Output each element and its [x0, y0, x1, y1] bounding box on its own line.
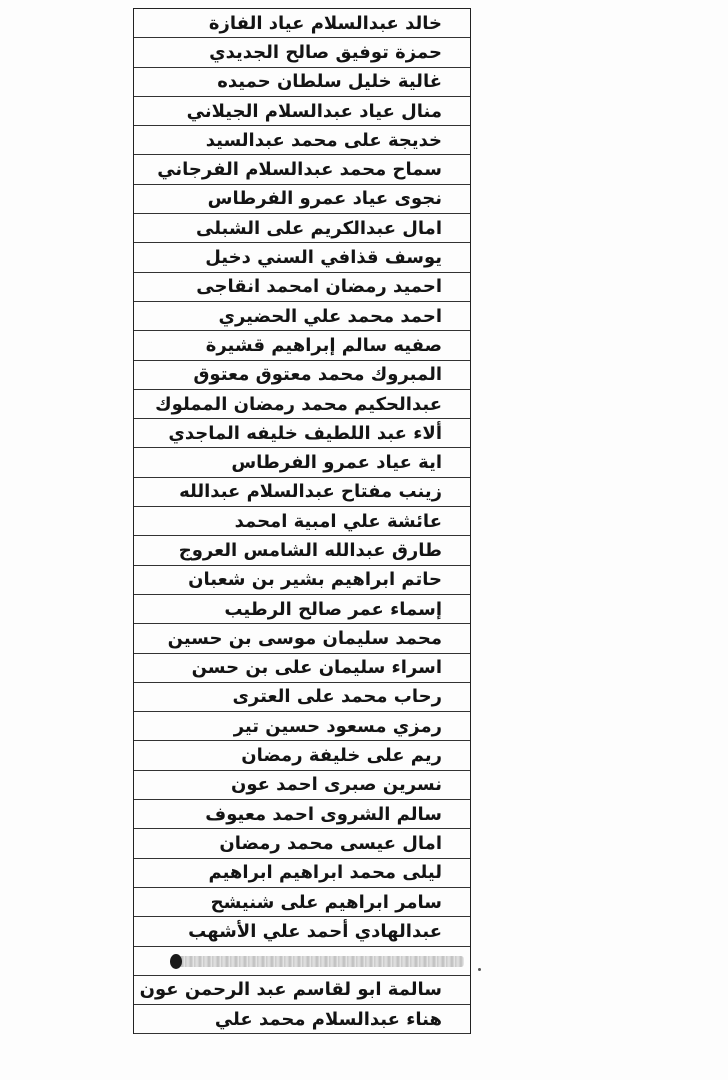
name-cell: عائشة علي امبية امحمد [234, 510, 442, 532]
name-cell: غالية خليل سلطان حميده [217, 71, 442, 93]
name-cell: ليلى محمد ابراهيم ابراهيم [208, 862, 442, 884]
name-cell: احميد رمضان امحمد انقاجى [196, 276, 442, 298]
table-row [134, 976, 470, 1005]
table-row [134, 331, 470, 360]
name-cell: محمد سليمان موسى بن حسين [167, 627, 442, 649]
name-cell: عبدالهادي أحمد علي الأشهب [188, 920, 442, 942]
redacted-row [134, 947, 470, 976]
table-row [134, 536, 470, 565]
name-cell: امال عيسى محمد رمضان [219, 832, 442, 854]
name-cell: حاتم ابراهيم بشير بن شعبان [188, 569, 442, 591]
table-row [134, 478, 470, 507]
table-row [134, 859, 470, 888]
table-row [134, 507, 470, 536]
name-cell: هناء عبدالسلام محمد علي [214, 1008, 442, 1030]
table-row [134, 390, 470, 419]
name-cell: رمزي مسعود حسين تير [233, 715, 442, 737]
table-row [134, 654, 470, 683]
table-row [134, 771, 470, 800]
name-cell: نسرين صبرى احمد عون [230, 774, 442, 796]
table-row [134, 419, 470, 448]
name-cell: احمد محمد علي الحضيري [218, 305, 442, 327]
name-cell: صفيه سالم إبراهيم قشيرة [205, 334, 442, 356]
name-cell: سامر ابراهيم على شنيشح [210, 891, 442, 913]
table-row [134, 9, 470, 38]
table-row [134, 741, 470, 770]
names-table [133, 8, 471, 1034]
table-row [134, 624, 470, 653]
table-row [134, 38, 470, 67]
name-cell: حمزة توفيق صالح الجديدي [209, 41, 442, 63]
table-row [134, 683, 470, 712]
ink-speck [478, 968, 481, 971]
name-cell: زينب مفتاح عبدالسلام عبدالله [179, 481, 442, 503]
table-row [134, 595, 470, 624]
name-cell: رحاب محمد على العترى [232, 686, 442, 708]
name-cell: خديجة على محمد عبدالسيد [205, 129, 442, 151]
name-cell: طارق عبدالله الشامس العروج [178, 539, 442, 561]
name-cell: ألاء عبد اللطيف خليفه الماجدي [168, 422, 442, 444]
name-cell: سالمة ابو لقاسم عبد الرحمن عون [139, 979, 442, 1001]
table-row [134, 448, 470, 477]
table-row [134, 361, 470, 390]
table-row [134, 917, 470, 946]
name-cell: يوسف قذافي السني دخيل [205, 247, 442, 269]
name-cell: اية عياد عمرو الفرطاس [231, 452, 442, 474]
table-row [134, 800, 470, 829]
table-row [134, 214, 470, 243]
name-cell: منال عياد عبدالسلام الجيلاني [186, 100, 442, 122]
name-cell: امال عبدالكريم على الشبلى [195, 217, 442, 239]
table-row [134, 302, 470, 331]
name-cell: خالد عبدالسلام عياد الفازة [208, 12, 442, 34]
table-row [134, 185, 470, 214]
name-cell: سالم الشروى احمد معيوف [205, 803, 442, 825]
table-row [134, 829, 470, 858]
table-row [134, 888, 470, 917]
table-row [134, 126, 470, 155]
table-row [134, 566, 470, 595]
table-row [134, 155, 470, 184]
table-row [134, 712, 470, 741]
name-cell: المبروك محمد معتوق معتوق [193, 364, 442, 386]
redaction-mark [176, 956, 464, 967]
name-cell: إسماء عمر صالح الرطيب [224, 598, 442, 620]
name-cell: نجوى عياد عمرو الفرطاس [207, 188, 442, 210]
table-row [134, 273, 470, 302]
table-row [134, 97, 470, 126]
name-cell: عبدالحكيم محمد رمضان المملوك [155, 393, 442, 415]
table-row [134, 1005, 470, 1034]
name-cell: ريم على خليفة رمضان [241, 745, 442, 767]
table-row [134, 68, 470, 97]
name-cell: اسراء سليمان على بن حسن [191, 657, 442, 679]
table-row [134, 243, 470, 272]
name-cell: سماح محمد عبدالسلام الفرجاني [157, 159, 442, 181]
